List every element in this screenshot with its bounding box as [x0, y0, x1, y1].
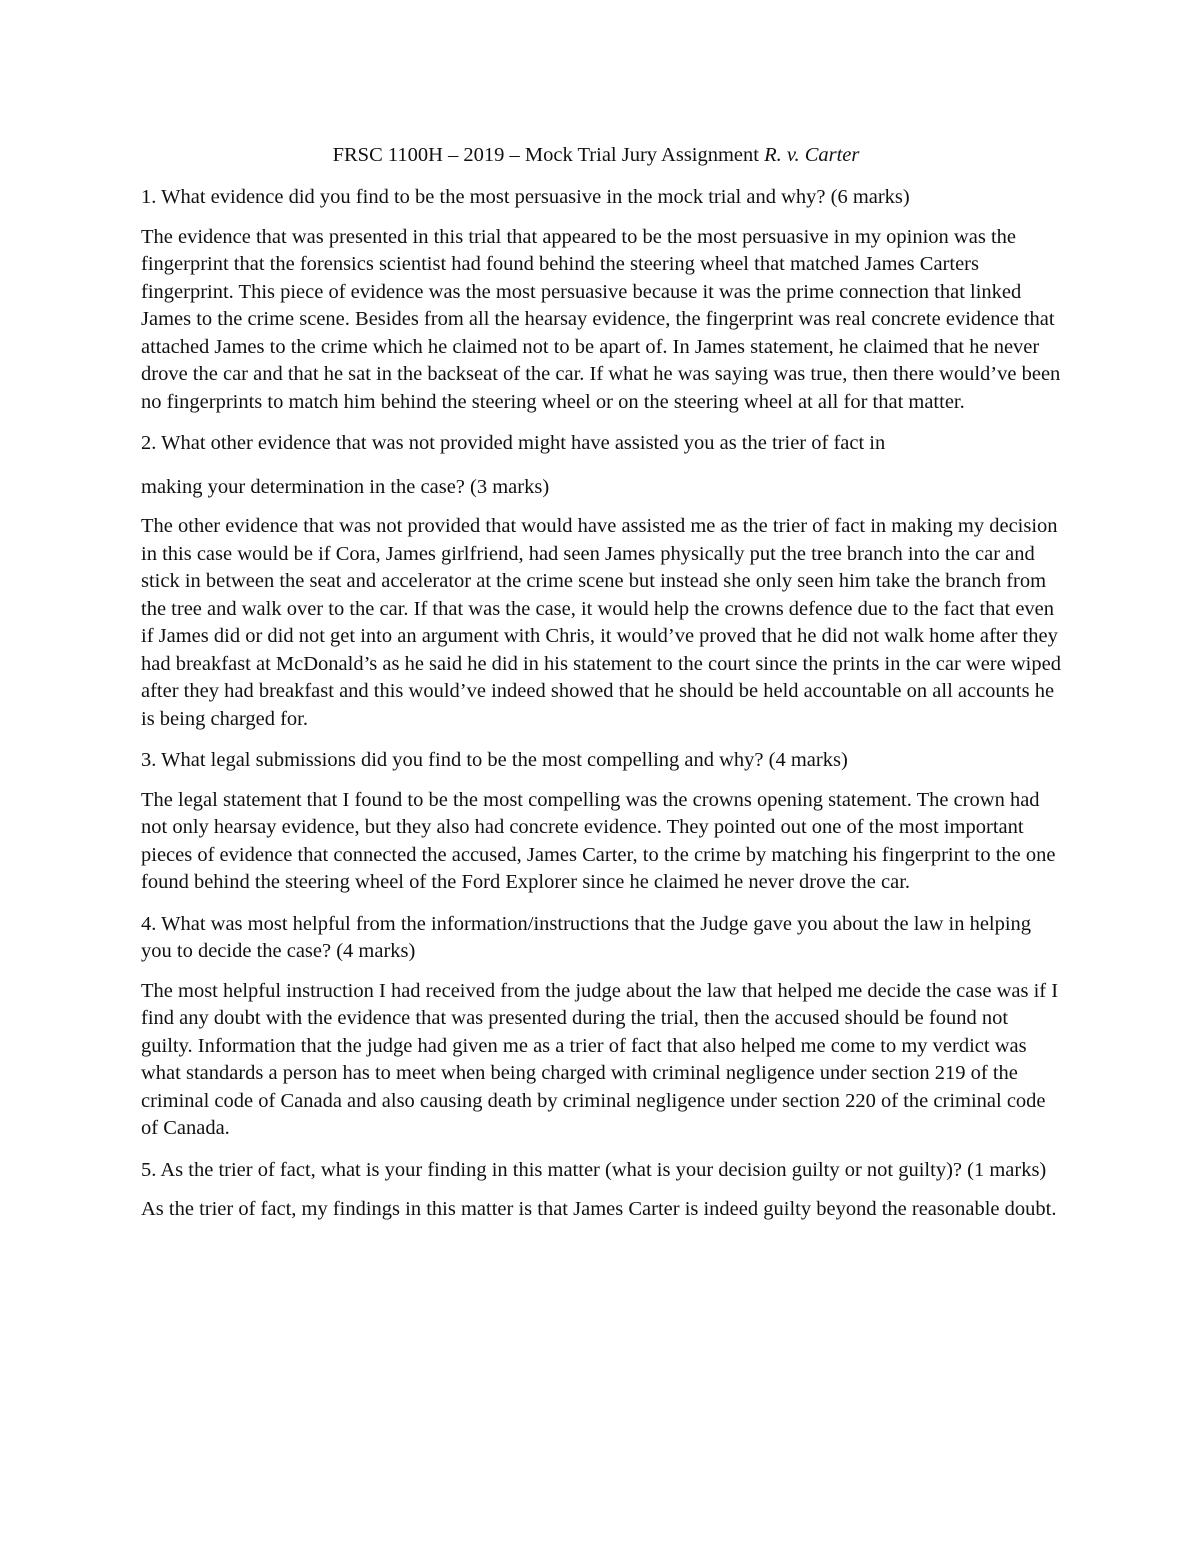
title-main: FRSC 1100H – 2019 – Mock Trial Jury Assignment: [332, 144, 765, 166]
question-3: 3. What legal submissions did you find to be the most compelling and why? (4 marks): [141, 749, 848, 771]
answer-4: The most helpful instruction I had received from the judge about the law that helped me decide the case was if I find any doubt with the evidence that was presented during the trial, then the accused should be found not guilty. Information that the judge had given me as a trier of fact that also helped me come to my verdict was what standards a person has to meet when being charged with criminal negligence under section 219 of the criminal code of Canada and also causing death by criminal negligence under section 220 of the criminal code of Canada.: [141, 979, 1059, 1139]
question-2: [141, 430, 1061, 501]
answer-5: As the trier of fact, my findings in this matter is that James Carter is indeed guilty beyond the reasonable doubt.: [141, 1198, 1057, 1220]
section-4: [141, 911, 1061, 1143]
title-case-name: R. v. Carter: [764, 144, 860, 166]
answer-1: The evidence that was presented in this trial that appeared to be the most persuasive in my opinion was the fingerprint that the forensics scientist had found behind the steering wheel that matched James Carters fingerprint. This piece of evidence was the most persuasive because it was the prime connection that linked James to the crime scene. Besides from all the hearsay evidence, the fingerprint was real concrete evidence that attached James to the crime which he claimed not to be apart of. In James statement, he claimed that he never drove the car and that he sat in the backseat of the car. If what he was saying was true, then there would’ve been no fingerprints to match him behind the steering wheel or on the steering wheel at all for that matter.: [141, 225, 1061, 413]
answer-3: The legal statement that I found to be the most compelling was the crowns opening statement. The crown had not only hearsay evidence, but they also had concrete evidence. They pointed out one of the most important pieces of evidence that connected the accused, James Carter, to the crime by matching his fingerprint to the one found behind the steering wheel of the Ford Explorer since he claimed he never drove the car.: [141, 788, 1056, 893]
question-1: 1. What evidence did you find to be the most persuasive in the mock trial and why? (6 marks): [141, 186, 910, 208]
section-2: [141, 430, 1061, 733]
question-5: 5. As the trier of fact, what is your finding in this matter (what is your decision guilty or not guilty)? (1 marks): [141, 1158, 1047, 1181]
section-3: [141, 747, 1061, 897]
section-1: [141, 184, 1061, 416]
document-title: [141, 140, 1061, 170]
question-2-line-1: 2. What other evidence that was not provided might have assisted you as the trier of fact in: [141, 432, 886, 454]
section-5: [141, 1157, 1061, 1224]
question-2-line-2: making your determination in the case? (3 marks): [141, 475, 550, 498]
question-4: 4. What was most helpful from the information/instructions that the Judge gave you about the law in helping you to decide the case? (4 marks): [141, 912, 1032, 962]
answer-2: The other evidence that was not provided that would have assisted me as the trier of fact in making my decision in this case would be if Cora, James girlfriend, had seen James physically put the tree branch into the car and stick in between the seat and accelerator at the crime scene but instead she only seen him take the branch from the tree and walk over to the car. If that was the case, it would help the crowns defence due to the fact that even if James did or did not get into an argument with Chris, it would’ve proved that he did not walk home after they had breakfast at McDonald’s as he said he did in his statement to the court since the prints in the car were wiped after they had breakfast and this would’ve indeed showed that he should be held accountable on all accounts he is being charged for.: [141, 515, 1061, 730]
document-page: [141, 140, 1061, 1238]
